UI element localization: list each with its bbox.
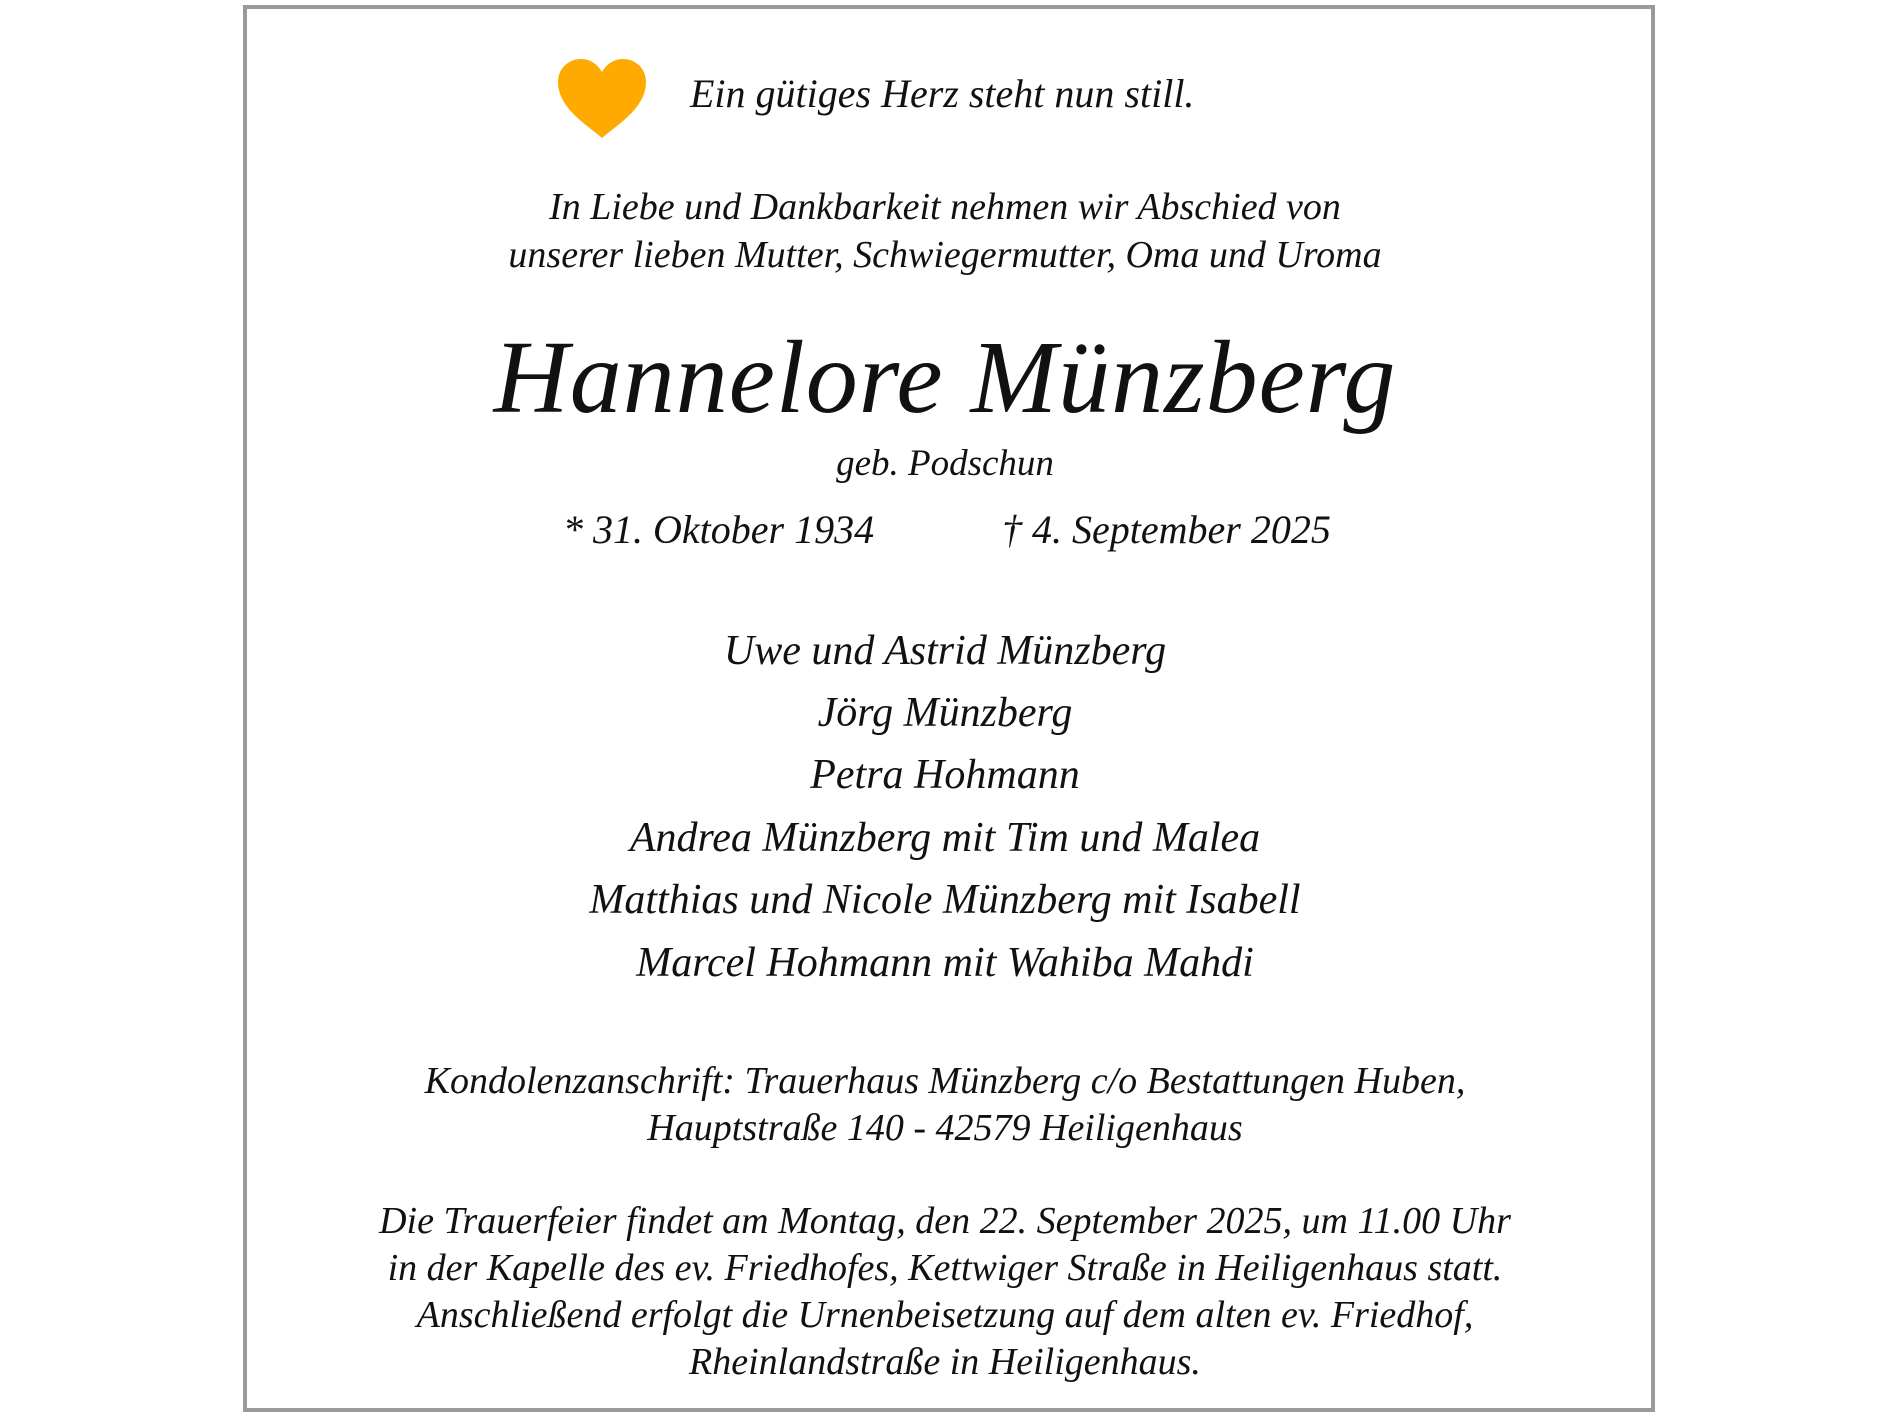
intro-line-1: In Liebe und Dankbarkeit nehmen wir Abschied von: [549, 186, 1341, 228]
mourner-line: Andrea Münzberg mit Tim und Malea: [629, 815, 1261, 861]
heart-icon: [556, 58, 648, 140]
deceased-name: Hannelore Münzberg: [493, 320, 1397, 435]
death-date: † 4. September 2025: [1002, 507, 1331, 552]
birth-date: * 31. Oktober 1934: [563, 507, 875, 552]
maiden-name: geb. Podschun: [836, 443, 1054, 484]
motto: Ein gütiges Herz steht nun still.: [690, 71, 1195, 116]
ceremony-line-2: in der Kapelle des ev. Friedhofes, Kettwiger Straße in Heiligenhaus statt.: [387, 1247, 1503, 1289]
ceremony-line-3: Anschließend erfolgt die Urnenbeisetzung auf dem alten ev. Friedhof,: [416, 1294, 1474, 1336]
mourner-line: Jörg Münzberg: [817, 690, 1073, 736]
ceremony-line-1: Die Trauerfeier findet am Montag, den 22. September 2025, um 11.00 Uhr: [379, 1200, 1511, 1242]
condolence-line-1: Kondolenzanschrift: Trauerhaus Münzberg c/o Bestattungen Huben,: [424, 1060, 1466, 1102]
intro-line-2: unserer lieben Mutter, Schwiegermutter, Oma und Uroma: [508, 234, 1382, 276]
condolence-line-2: Hauptstraße 140 - 42579 Heiligenhaus: [647, 1107, 1243, 1149]
ceremony-line-4: Rheinlandstraße in Heiligenhaus.: [689, 1341, 1201, 1383]
mourner-line: Petra Hohmann: [810, 752, 1080, 798]
mourner-line: Matthias und Nicole Münzberg mit Isabell: [589, 877, 1301, 923]
mourner-line: Uwe und Astrid Münzberg: [723, 628, 1167, 674]
mourner-line: Marcel Hohmann mit Wahiba Mahdi: [636, 940, 1254, 986]
